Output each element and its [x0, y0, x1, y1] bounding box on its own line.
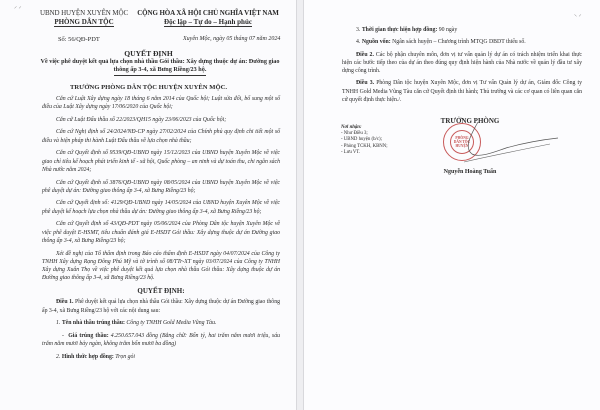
article-1	[42, 298, 280, 315]
article-3-label: Điều 3.	[356, 80, 375, 87]
legal-basis: Căn cứ Quyết định số 3876/QĐ-UBND ngày 08/05/2024 của UBND huyện Xuyên Mộc về việc phê duyệt dự án: Đường giao thông ấp 3-4, xã Bưng Riềng/23 hộ;	[42, 179, 280, 194]
article-1-text: Phê duyệt kết quả lựa chọn nhà thầu Gói thầu: Xây dựng thuộc dự án Đường giao thông ấp 3-4, xã Bưng Riềng/23 hộ với các nội dung sau:	[42, 299, 281, 314]
decision-heading: QUYẾT ĐỊNH:	[137, 287, 185, 296]
place-and-date: Xuyên Mộc, ngày 05 tháng 07 năm 2024	[183, 36, 281, 42]
item-value: 90 ngày	[438, 27, 458, 33]
document-number: Số: 56/QĐ-PDT	[58, 36, 100, 43]
recipient-item: - Như Điều 3;	[341, 131, 368, 137]
recipients-heading: Nơi nhận:	[341, 125, 362, 130]
item-value: Ngân sách huyện – Chương trình MTQG DBDT thiểu số.	[392, 39, 526, 46]
item-value: Công ty TNHH Gold Media Vũng Tàu.	[126, 320, 217, 327]
item-label: Tên nhà thầu trúng thầu:	[61, 320, 125, 327]
article-1-item-contractor: 1. Tên nhà thầu trúng thầu: Công ty TNHH Gold Media Vũng Tàu.	[56, 320, 217, 327]
article-1-item-price: - Giá trúng thầu: 4.250.657.043 đồng (Bằng chữ: Bốn tỷ, hai trăm năm mươi triệu, sáu trăm năm mươi bảy ngàn, không trăm bốn mươi ba đồng)	[42, 332, 280, 348]
document-page-1	[0, 0, 297, 410]
legal-basis: Căn cứ Nghị định số 24/2024/NĐ-CP ngày 27/02/2024 của Chính phủ quy định chi tiết một số điều và biện pháp thi hành Luật Đấu thầu về lựa chọn nhà thầu;	[42, 129, 280, 144]
recipient-item: - Lưu VT.	[341, 149, 361, 155]
handwritten-signature-icon	[450, 118, 560, 168]
signer-name: Nguyễn Hoàng Tuấn	[443, 169, 497, 175]
item-value: 4.250.657.043 đồng	[110, 332, 158, 339]
scan-artifact: ⸝ ⸝	[14, 4, 22, 10]
subject-line-1: Về việc phê duyệt kết quả lựa chọn nhà thầu Gói thầu: Xây dựng thuộc dự án: Đường giao	[40, 58, 280, 65]
nation-name: CỘNG HÒA XÃ HỘI CHỦ NGHĨA VIỆT NAM	[137, 9, 279, 17]
legal-basis: Căn cứ Quyết định số 9539/QĐ-UBND ngày 15/12/2023 của UBND huyện Xuyên Mộc về việc giao chỉ tiêu kế hoạch phát triển kinh tế - xã hội, Quốc phòng – an ninh và dự toán thu, chi ngân sách Nhà nước năm 2024;	[42, 150, 280, 173]
department-name: PHÒNG DÂN TỘC	[54, 17, 114, 26]
scan-artifact: ⸜ ⸝	[574, 12, 582, 18]
document-title: QUYẾT ĐỊNH	[124, 49, 173, 58]
item-note: (Bằng chữ: Bốn tỷ, hai trăm năm mươi triệu, sáu trăm năm mươi bảy ngàn, không trăm bốn mươi ba đồng)	[42, 332, 280, 348]
signer-title: TRƯỞNG PHÒNG	[440, 117, 500, 125]
seal-center: PHÒNG DÂN TỘC HUYỆN	[450, 130, 474, 154]
article-2-text: Các bộ phận chuyên môn, đơn vị tư vấn quản lý dự án có trách nhiệm triển khai thực hiện các bước tiếp theo của dự án theo đúng quy định hiện hành của Nhà nước về quản lý đầu tư xây dựng công trình.	[342, 51, 582, 75]
national-motto: Độc lập – Tự do – Hạnh phúc	[164, 17, 252, 26]
article-3	[342, 79, 582, 104]
subject-line-2: thông ấp 3-4, xã Bưng Riềng/23 hộ.	[114, 66, 207, 75]
recipients-block	[341, 125, 388, 156]
agency-name: UBND HUYỆN XUYÊN MỘC	[39, 9, 129, 17]
item-label: Nguồn vốn:	[361, 39, 391, 46]
article-1-item-duration: 3. Thời gian thực hiện hợp đồng: 90 ngày	[356, 27, 458, 33]
issuing-agency-block	[30, 9, 138, 27]
legal-bases	[42, 95, 280, 365]
legal-basis: Căn cứ Luật Đấu thầu số 22/2023/QH15 ngày 23/06/2023 của Quốc hội;	[56, 116, 227, 123]
item-value: Trọn gói	[115, 353, 136, 360]
article-2	[342, 51, 582, 76]
article-1-item-contract-type: 2. Hình thức hợp đồng: Trọn gói	[56, 353, 136, 360]
recipient-item: - UBND huyện (b/c);	[341, 137, 382, 143]
article-2-label: Điều 2.	[356, 51, 374, 58]
issuing-authority: TRƯỞNG PHÒNG DÂN TỘC HUYỆN XUYÊN MỘC.	[70, 84, 227, 91]
legal-basis: Căn cứ Luật Xây dựng ngày 18 tháng 6 năm 2014 của Quốc hội; Luật sửa đổi, bổ sung một số điều của Luật Xây dựng ngày 17/06/2020 của Quốc hội;	[42, 96, 280, 111]
item-label: Thời gian thực hiện hợp đồng:	[361, 27, 438, 33]
article-1-item-funding: 4. Nguồn vốn: Ngân sách huyện – Chương trình MTQG DBDT thiểu số.	[356, 39, 526, 46]
item-label: Hình thức hợp đồng:	[61, 353, 114, 360]
legal-basis: Xét đề nghị của Tổ thẩm định trong Báo cáo thẩm định E-HSDT ngày 04/07/2024 của Công ty TNHH Xây dựng Rạng Đông Phú Mỹ và tờ trình số 08/TTr-XT ngày 03/07/2024 của Công ty TNHH Xây dựng Xuân Thọ về việc phê duyệt kết quả lựa chọn nhà thầu Gói thầu: Xây dựng thuộc dự án Đường giao thông ấp 3-4, xã Bưng Riềng/23 hộ.	[42, 250, 280, 282]
page-2-body	[342, 26, 582, 108]
item-label: Giá trúng thầu:	[68, 332, 109, 339]
document-page-2	[303, 0, 600, 410]
national-header-block	[133, 9, 283, 27]
legal-basis: Căn cứ Quyết định số 43/QĐ-PDT ngày 05/06/2024 của Phòng Dân tộc huyện Xuyên Mộc về việc phê duyệt E-HSMT, tiêu chuẩn đánh giá E-HSDT Gói thầu: Xây dựng thuộc dự án Đường giao thông ấp 3-4, xã Bưng Riềng/23 hộ;	[42, 221, 280, 244]
article-1-label: Điều 1.	[56, 299, 74, 306]
article-3-text: Phòng Dân tộc huyện Xuyên Mộc, đơn vị Tư vấn Quản lý dự án, Giám đốc Công ty TNHH Gold Media Vũng Tàu căn cứ Quyết định thi hành; Thủ trưởng và các cơ quan có liên quan căn cứ quyết định thực hiện./.	[342, 80, 582, 104]
recipient-item: - Phòng TCKH, KBNN;	[341, 143, 388, 149]
document-subject	[40, 58, 280, 76]
legal-basis: Căn cứ Quyết định số: 4129/QĐ-UBND ngày 14/05/2024 của UBND huyện Xuyên Mộc về việc phê duyệt kế hoạch lựa chọn nhà thầu dự án: Đường giao thông ấp 3-4, xã Bưng Riềng/23 hộ;	[42, 200, 280, 215]
